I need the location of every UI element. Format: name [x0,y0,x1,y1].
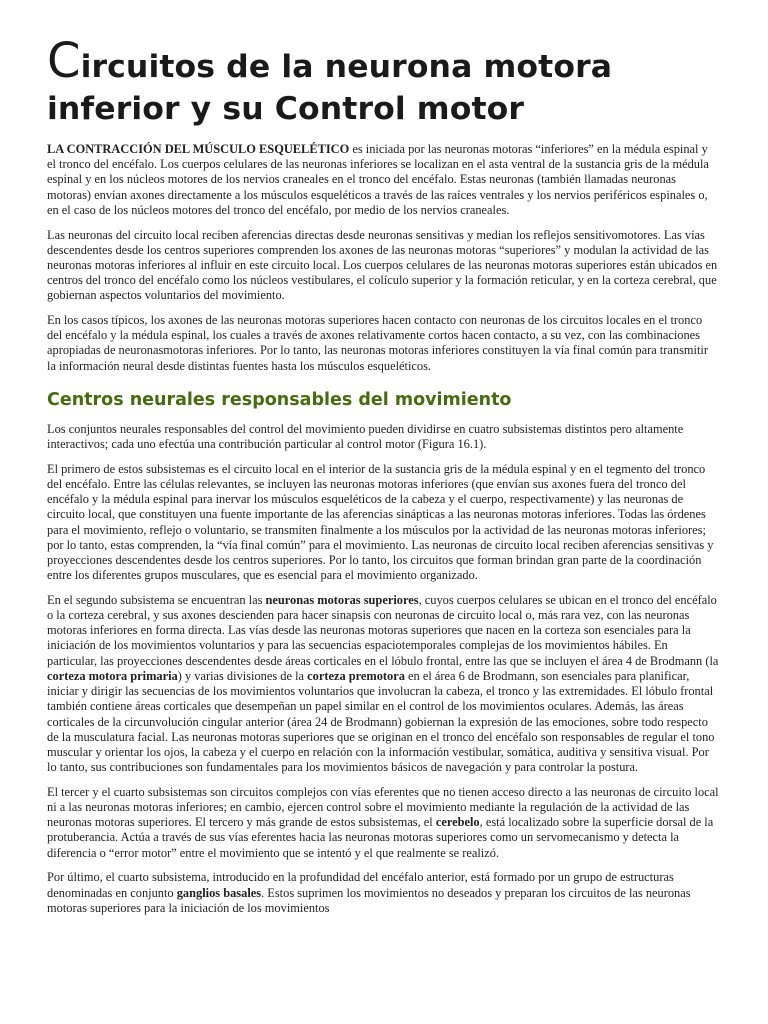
p3-text-4: en el área 6 de Brodmann, son esenciales para planificar, iniciar y dirigir las secuencias de los movimientos voluntarios que involucran la cabeza, el tronco y las extremidades. El lóbulo frontal también contiene áreas corticales que desempeñan un papel similar en el control de los movimientos oculares. Además, las áreas corticales de la circunvolución cingular anterior (área 24 de Brodmann) gobiernan la expresión de las emociones, sobre todo respecto de la musculatura facial. Las neuronas motoras superiores que se originan en el tronco del encéfalo son responsables de regular el tono muscular y orientar los ojos, la cabeza y el cuerpo en relación con la información vestibular, somática, auditiva y sensitiva visual. Por lo tanto, sus contribuciones son fundamentales para los movimientos básicos de navegación y para controlar la postura. [47,668,715,775]
section-paragraph-2: El primero de estos subsistemas es el circuito local en el interior de la sustancia gris de la médula espinal y en el tegmento del tronco del encéfalo. Entre las células relevantes, se incluyen las neuronas motoras inferiores (que envían sus axones fuera del tronco del encéfalo y la médula espinal para inervar los músculos esqueléticos de la cabeza y el cuerpo, respectivamente) y las neuronas de circuito local, que constituyen una fuente importante de las aferencias sinápticas a las neuronas motoras inferiores. Todas las órdenes para el movimiento, reflejo o voluntario, se transmiten finalmente a los músculos por la actividad de las neuronas motoras inferiores; por lo tanto, estas comprenden, la “vía final común” para el movimiento. Las neuronas de circuito local reciben aferencias sensitivas y proyecciones descendentes desde los centros superiores. Por lo tanto, los circuitos que forman brindan gran parte de la coordinación entre los diferentes grupos musculares, que es esencial para el movimiento organizado. [47,461,714,583]
p3-text-1: En el segundo subsistema se encuentran las [47,592,266,607]
intro-paragraph-1-text: es iniciada por las neuronas motoras “inferiores” en la médula espinal y el tronco del encéfalo. Los cuerpos celulares de las neuronas inferiores se localizan en el asta ventral de la sustancia gris de la médula espinal y en los núcleos motores de los nervios craneales en el tronco del encéfalo. Estas neuronas (también llamadas neuronas motoras) envían axones directamente a los músculos esqueléticos a través de las raíces ventrales y los nervios periféricos espinales o, en el caso de los núcleos motores del tronco del encéfalo, por medio de los nervios craneales. [47,142,709,217]
section-paragraph-3 [47,593,719,775]
p4-text-2: , está localizado sobre la superficie dorsal de la protuberancia. Actúa a través de sus vías eferentes hacia las neuronas motoras superiores como un servomecanismo y detecta la diferencia o “error motor” entre el movimiento que se intentó y el que realmente se realizó. [47,815,714,860]
p4-bold-cerebellum: cerebelo [435,815,480,830]
p3-text-2: , cuyos cuerpos celulares se ubican en el tronco del encéfalo o la corteza cerebral, y sus axones descienden para hacer sinapsis con neuronas de circuito local o, más rara vez, con las neuronas motoras inferiores en forma directa. Las vías desde las neuronas motoras superiores que nacen en la corteza son esenciales para la iniciación de los movimientos voluntarios y para las secuencias espaciotemporales complejas de los movimientos hábiles. En particular, las proyecciones descendentes desde áreas corticales en el lóbulo frontal, entre las que se incluyen el área 4 de Brodmann (la [47,592,719,668]
p3-bold-upper-motor-neurons: neuronas motoras superiores [265,592,419,607]
title-dropcap: C [47,33,81,89]
p4-text-1: El tercer y el cuarto subsistemas son circuitos complejos con vías eferentes que no tienen acceso directo a las neuronas de circuito local ni a las neuronas motoras inferiores; en cambio, ejercen control sobre el movimiento mediante la regulación de la actividad de las neuronas motoras superiores. El tercero y más grande de estos subsistemas, el [47,784,719,830]
p5-bold-basal-ganglia: ganglios basales [176,885,262,900]
section-paragraph-5 [47,870,719,916]
intro-paragraph-2: Las neuronas del circuito local reciben aferencias directas desde neuronas sensitivas y median los reflejos sensitivomotores. Las vías descendentes desde los centros superiores comprenden los axones de las neuronas motoras “superiores” y modulan la actividad de las neuronas motoras inferiores al influir en este circuito local. Los cuerpos celulares de las neuronas motoras superiores están ubicados en centros del tronco del encéfalo como los núcleos vestibulares, el colículo superior y la formación reticular, y en la corteza cerebral, que gobiernan aspectos voluntarios del movimiento. [47,227,718,303]
section-heading: Centros neurales responsables del movimiento [47,389,512,410]
p3-bold-premotor-cortex: corteza premotora [307,668,405,683]
p3-bold-primary-motor-cortex: corteza motora primaria [47,668,178,683]
p5-text-1: Por último, el cuarto subsistema, introducido en la profundidad del encéfalo anterior, está formado por un grupo de estructuras denominadas en conjunto [47,870,674,900]
title-text: ircuitos de la neurona motora inferior y su Control motor [47,49,613,127]
intro-paragraph-1 [47,142,719,218]
p3-text-3: ) y varias divisiones de la [177,668,308,683]
section-paragraph-4 [47,785,719,861]
p5-text-2: . Estos suprimen los movimientos no deseados y preparan los circuitos de las neuronas motoras superiores para la iniciación de los movimientos [47,885,691,915]
page-title [47,33,719,130]
intro-paragraph-3: En los casos típicos, los axones de las neuronas motoras superiores hacen contacto con neuronas de los circuitos locales en el tronco del encéfalo y la médula espinal, los cuales a través de axones relativamente cortos hacen contacto, a su vez, con las combinaciones apropiadas de neuronasmotoras inferiores. Por lo tanto, las neuronas motoras inferiores constituyen la vía final común para transmitir la información neural desde distintas fuentes hasta los músculos esqueléticos. [47,313,708,373]
intro-lead: LA CONTRACCIÓN DEL MÚSCULO ESQUELÉTICO [47,142,350,156]
section-paragraph-1: Los conjuntos neurales responsables del control del movimiento pueden dividirse en cuatro subsistemas distintos pero altamente interactivos; cada uno efectúa una contribución particular al control motor (Figura 16.1). [47,421,684,452]
document-page [47,33,719,925]
